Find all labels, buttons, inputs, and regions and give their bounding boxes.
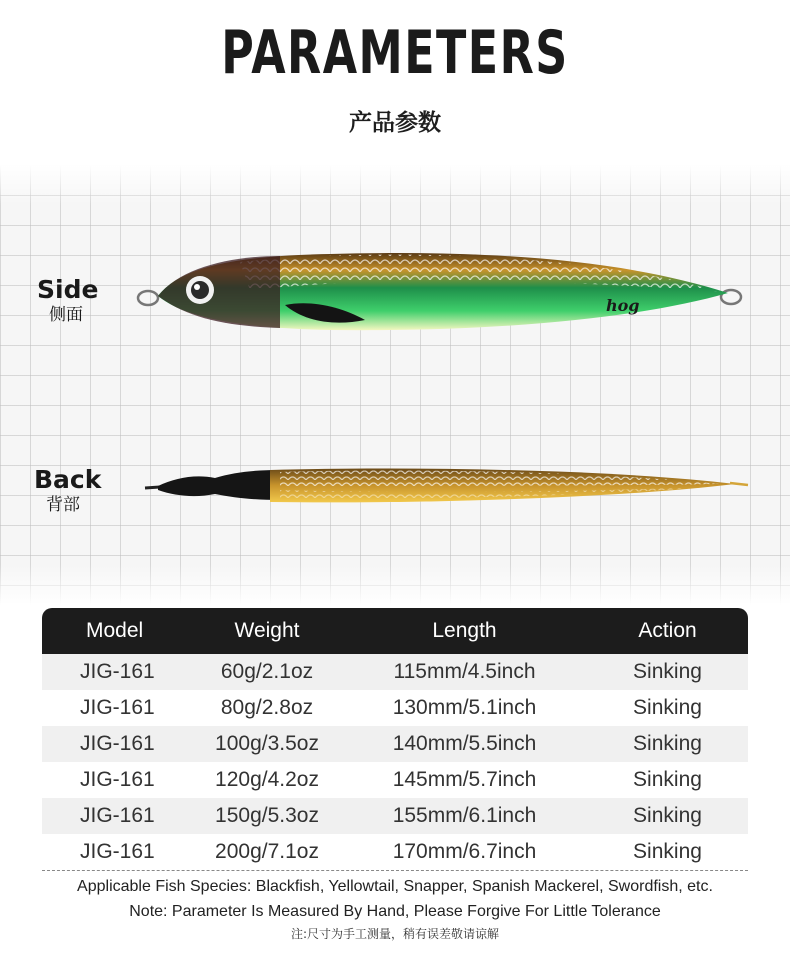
cell-action: Sinking: [633, 732, 702, 755]
header-length: Length: [432, 619, 497, 642]
cell-length: 115mm/4.5inch: [393, 660, 536, 683]
cell-model: JIG-161: [80, 768, 155, 791]
fish-species-note: Applicable Fish Species: Blackfish, Yellowtail, Snapper, Spanish Mackerel, Swordfish, etc.: [77, 878, 713, 895]
cell-action: Sinking: [633, 696, 702, 719]
side-lure: [138, 253, 741, 330]
measurement-note-cn: 注:尺寸为手工测量，稍有误差敬请谅解: [290, 927, 500, 941]
table-bottom-divider: [42, 870, 748, 871]
page-title: PARAMETERS: [221, 18, 569, 88]
back-lure-head: [158, 470, 280, 500]
front-split-ring-icon: [138, 291, 158, 305]
parameters-table: [42, 608, 748, 871]
cell-model: JIG-161: [80, 696, 155, 719]
cell-weight: 80g/2.8oz: [220, 696, 314, 719]
cell-action: Sinking: [633, 840, 702, 863]
header-weight: Weight: [234, 619, 300, 642]
measurement-note: Note: Parameter Is Measured By Hand, Please Forgive For Little Tolerance: [129, 903, 661, 920]
cell-weight: 60g/2.1oz: [220, 660, 314, 683]
back-tail-ring-icon: [730, 483, 748, 485]
cell-model: JIG-161: [80, 804, 155, 827]
cell-length: 155mm/6.1inch: [392, 804, 537, 827]
back-label-en: Back: [34, 465, 102, 494]
side-label-cn: 侧面: [49, 305, 83, 325]
header-model: Model: [86, 619, 144, 642]
cell-weight: 100g/3.5oz: [215, 732, 319, 755]
cell-weight: 200g/7.1oz: [215, 840, 319, 863]
cell-weight: 150g/5.3oz: [215, 804, 319, 827]
cell-length: 130mm/5.1inch: [392, 696, 537, 719]
table-row: [42, 690, 748, 726]
side-label-en: Side: [37, 275, 99, 304]
cell-model: JIG-161: [80, 840, 155, 863]
table-header: [42, 608, 748, 654]
table-row: [42, 654, 748, 690]
cell-length: 170mm/6.7inch: [392, 840, 537, 863]
table-row: [42, 834, 748, 870]
header-action: Action: [638, 619, 697, 642]
cell-model: JIG-161: [80, 732, 155, 755]
cell-length: 145mm/5.7inch: [392, 768, 537, 791]
back-label-cn: 背部: [46, 495, 80, 515]
lure-brand-mark: hog: [606, 296, 640, 315]
back-lure: [145, 469, 748, 503]
cell-model: JIG-161: [80, 660, 155, 683]
cell-weight: 120g/4.2oz: [215, 768, 319, 791]
table-row: [42, 798, 748, 834]
table-row: [42, 762, 748, 798]
cell-length: 140mm/5.5inch: [392, 732, 537, 755]
cell-action: Sinking: [633, 804, 702, 827]
page-subtitle: 产品参数: [349, 110, 441, 136]
cell-action: Sinking: [633, 768, 702, 791]
table-row: [42, 726, 748, 762]
cell-action: Sinking: [633, 660, 702, 683]
